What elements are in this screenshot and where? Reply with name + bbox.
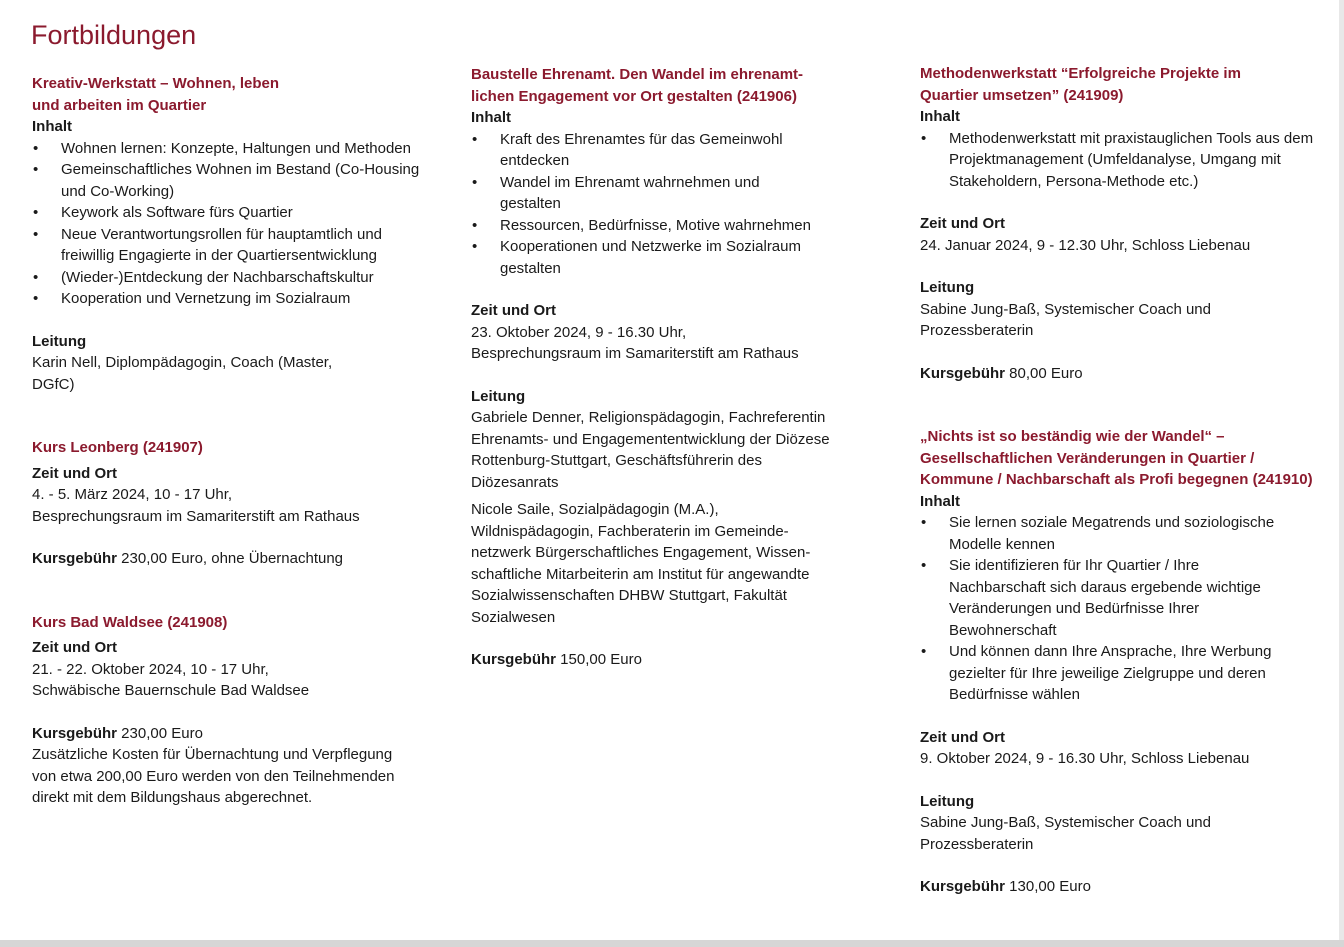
leitung-text: Nicole Saile, Sozialpädagogin (M.A.), Wildnispädagogin, Fachberaterin im Gemeinde-netzwerk Bürgerschaftliches Engagement, Wissen-schaftliche Mitarbeiterin am Institut für angewandte Sozialwissenschaften DHBW Stuttgart, Fakultät Sozialwesen xyxy=(471,501,811,626)
list-item: • Methodenwerkstatt mit praxistauglichen Tools aus dem Projektmanagement (Umfeldanalyse, Umgang mit Stakeholdern, Persona-Methode etc.) xyxy=(920,128,1320,193)
list-item: • Gemeinschaftliches Wohnen im Bestand (Co-Housing und Co-Working) xyxy=(32,159,427,202)
course-title-waldsee: Kurs Bad Waldsee (241908) xyxy=(32,613,228,631)
content-list xyxy=(920,512,1290,706)
inhalt-label: Inhalt xyxy=(920,492,960,510)
page-bottom-divider xyxy=(0,940,1344,947)
zeit-line: 24. Januar 2024, 9 - 12.30 Uhr, Schloss Liebenau xyxy=(920,236,1251,254)
inhalt-label: Inhalt xyxy=(920,108,960,125)
fee-line xyxy=(32,548,427,570)
course-title: „Nichts ist so beständig wie der Wandel“ – Gesellschaftlichen Veränderungen in Quartier / Kommune / Nachbarschaft als Profi begegnen (241910) xyxy=(920,428,1313,488)
zeit-label: Zeit und Ort xyxy=(32,639,117,656)
fee-line xyxy=(920,876,1330,898)
zeit-line: 21. - 22. Oktober 2024, 10 - 17 Uhr, xyxy=(32,660,269,678)
column-middle xyxy=(471,64,851,671)
course-title-line1: Kreativ-Werkstatt – Wohnen, leben xyxy=(32,75,280,92)
course-title: Methodenwerkstatt “Erfolgreiche Projekte im Quartier umsetzen” (241909) xyxy=(920,65,1241,104)
zeit-label: Zeit und Ort xyxy=(920,215,1005,232)
list-item: • Neue Verantwortungsrollen für hauptamtlich und freiwillig Engagierte in der Quartiersentwicklung xyxy=(32,224,427,267)
list-item: • Keywork als Software fürs Quartier xyxy=(32,202,427,224)
ort-line: Schwäbische Bauernschule Bad Waldsee xyxy=(32,682,310,699)
extra-costs-text: Zusätzliche Kosten für Übernachtung und Verpflegung von etwa 200,00 Euro werden von den Teilnehmenden direkt mit dem Bildungshaus abgerechnet. xyxy=(32,746,395,806)
fee-value: 80,00 Euro xyxy=(1005,364,1083,382)
fee-value: 150,00 Euro xyxy=(556,651,642,668)
fee-line xyxy=(32,723,427,745)
list-item: • Kraft des Ehrenamtes für das Gemeinwohl entdecken xyxy=(471,129,811,172)
zeit-label: Zeit und Ort xyxy=(920,728,1005,746)
page-title: Fortbildungen xyxy=(31,20,197,50)
list-item: • Ressourcen, Bedürfnisse, Motive wahrnehmen xyxy=(471,215,811,237)
list-item: • Sie identifizieren für Ihr Quartier / Ihre Nachbarschaft sich daraus ergebende wichtige Veränderungen und Bedürfnisse Ihrer Bewohnerschaft xyxy=(920,555,1290,641)
leitung-text: Sabine Jung-Baß, Systemischer Coach und Prozessberaterin xyxy=(920,814,1211,853)
page-edge-divider xyxy=(1339,0,1344,940)
zeit-line: 9. Oktober 2024, 9 - 16.30 Uhr, Schloss Liebenau xyxy=(920,750,1250,767)
course-title-leonberg: Kurs Leonberg (241907) xyxy=(32,439,203,456)
ort-line: Besprechungsraum im Samariterstift am Rathaus xyxy=(471,345,799,362)
fee-value: 230,00 Euro xyxy=(117,724,203,742)
inhalt-label: Inhalt xyxy=(471,109,511,126)
content-list xyxy=(920,128,1320,193)
zeit-line: 4. - 5. März 2024, 10 - 17 Uhr, xyxy=(32,486,233,503)
leitung-text: Gabriele Denner, Religionspädagogin, Fachreferentin Ehrenamts- und Engagemententwicklung der Diözese Rottenburg-Stuttgart, Geschäftsführerin des Diözesanrats xyxy=(471,409,830,491)
fee-line xyxy=(920,363,1330,385)
list-item: • (Wieder-)Entdeckung der Nachbarschaftskultur xyxy=(32,267,427,289)
list-item: • Kooperationen und Netzwerke im Sozialraum gestalten xyxy=(471,236,811,279)
leitung-label: Leitung xyxy=(920,792,975,810)
ort-line: Besprechungsraum im Samariterstift am Rathaus xyxy=(32,507,360,525)
fee-label: Kursgebühr xyxy=(32,550,118,567)
course-title: Baustelle Ehrenamt. Den Wandel im ehrenamt-lichen Engagement vor Ort gestalten (241906) xyxy=(471,66,804,105)
column-left xyxy=(32,63,427,809)
zeit-line: 23. Oktober 2024, 9 - 16.30 Uhr, xyxy=(471,323,687,341)
fee-label: Kursgebühr xyxy=(471,651,557,668)
course-title-line2: und arbeiten im Quartier xyxy=(32,96,207,114)
list-item: • Sie lernen soziale Megatrends und soziologische Modelle kennen xyxy=(920,512,1290,555)
leitung-text: Karin Nell, Diplompädagogin, Coach (Master, DGfC) xyxy=(32,354,333,393)
list-item: • Kooperation und Vernetzung im Sozialraum xyxy=(32,288,427,310)
fee-label: Kursgebühr xyxy=(920,878,1006,895)
column-right xyxy=(920,63,1330,898)
course-title xyxy=(32,73,427,116)
zeit-label: Zeit und Ort xyxy=(471,302,556,319)
leitung-label: Leitung xyxy=(32,332,87,350)
list-item: • Wohnen lernen: Konzepte, Haltungen und Methoden xyxy=(32,138,427,160)
list-item: • Wandel im Ehrenamt wahrnehmen und gestalten xyxy=(471,172,811,215)
content-list xyxy=(471,129,811,280)
fee-label: Kursgebühr xyxy=(920,364,1006,382)
fee-value: 130,00 Euro xyxy=(1005,878,1091,895)
content-list xyxy=(32,138,427,310)
fee-line xyxy=(471,649,851,671)
leitung-label: Leitung xyxy=(920,279,975,296)
leitung-text: Sabine Jung-Baß, Systemischer Coach und Prozessberaterin xyxy=(920,300,1211,339)
leitung-label: Leitung xyxy=(471,387,526,405)
fee-label: Kursgebühr xyxy=(32,724,118,742)
zeit-label: Zeit und Ort xyxy=(32,464,117,482)
inhalt-label: Inhalt xyxy=(32,118,72,135)
fee-value: 230,00 Euro, ohne Übernachtung xyxy=(117,550,344,567)
list-item: • Und können dann Ihre Ansprache, Ihre Werbung gezielter für Ihre jeweilige Zielgruppe und deren Bedürfnisse wählen xyxy=(920,641,1290,706)
